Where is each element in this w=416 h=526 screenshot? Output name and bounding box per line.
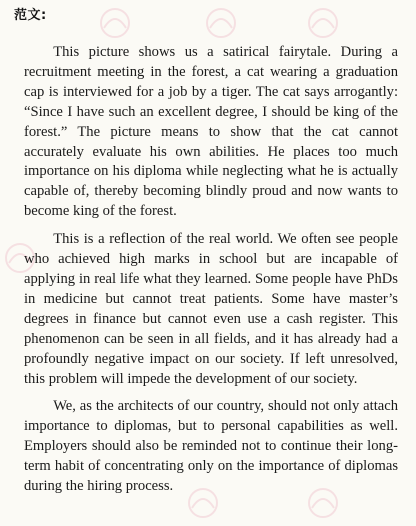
essay-paragraph-1: This picture shows us a satirical fairytale. During a recruitment meeting in the forest, a cat wearing a graduation cap is interviewed for a job by a tiger. The cat says arrogantly: “Since I have such an excellent degree, I should be king of the forest.” The picture means to show that the cat cannot accurately evaluate his own abilities. He places too much importance on his diploma while neglecting what he is actually capable of, thereby becoming blindly proud and now wants to become king of the forest. <box>24 44 398 220</box>
essay-body <box>24 43 398 497</box>
essay-paragraph-3: We, as the architects of our country, should not only attach importance to diplomas, but to personal capabilities as well. Employers should also be reminded not to continue their long-term habit of concentrating only on the importance of diplomas during the hiring process. <box>24 398 398 495</box>
stamp-logo-icon <box>92 6 138 40</box>
stamp-logo-icon <box>198 6 244 40</box>
essay-paragraph-2: This is a reflection of the real world. We often see people who achieved high marks in school but are incapable of applying in real life what they learned. Some people have PhDs in medicine but cannot treat patients. Some have master’s degrees in finance but cannot even use a cash register. This phenomenon can be seen in all fields, and it has already had a profoundly negative impact on our society. If left unresolved, this problem will impede the development of our society. <box>24 231 398 387</box>
page-heading: 范文: <box>14 8 47 23</box>
stamp-logo-icon <box>300 6 346 40</box>
